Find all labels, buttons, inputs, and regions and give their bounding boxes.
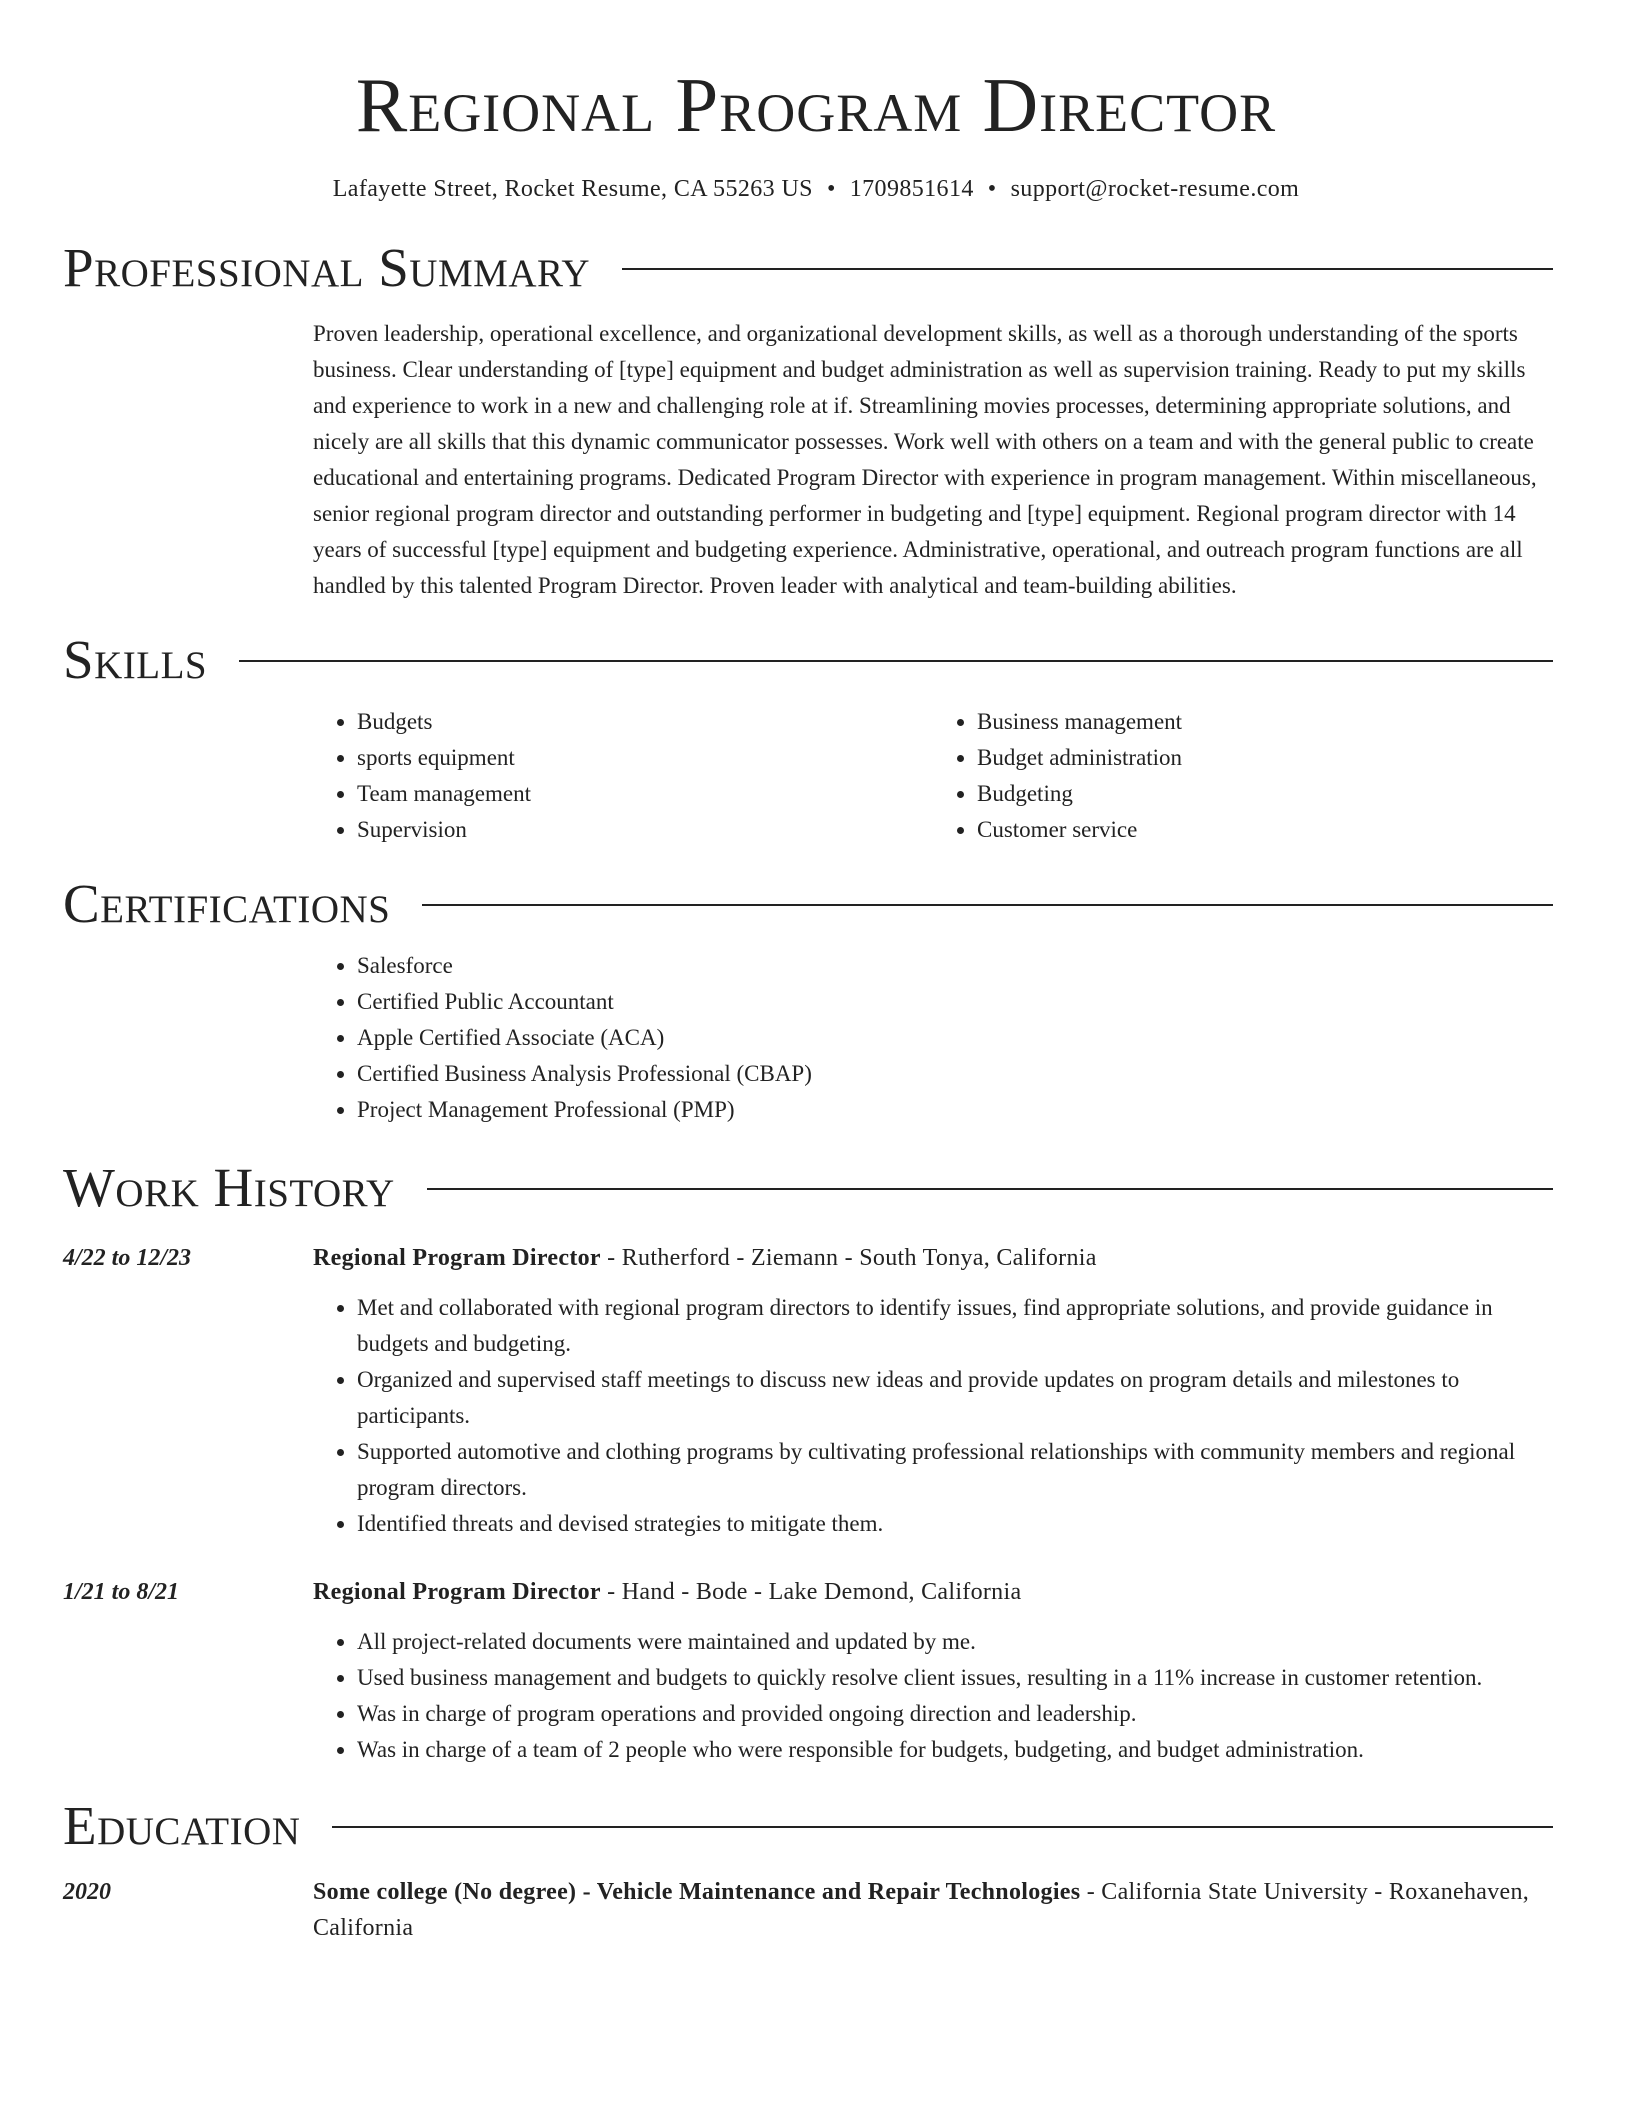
contact-email: support@rocket-resume.com bbox=[1010, 176, 1300, 202]
job-main bbox=[313, 1574, 1553, 1768]
certification-item: • Project Management Professional (PMP) bbox=[357, 1092, 1553, 1128]
job-heading bbox=[313, 1240, 1553, 1276]
skills-section bbox=[63, 628, 1553, 848]
job-entry bbox=[63, 1240, 1553, 1542]
skills-list-left bbox=[313, 704, 933, 848]
certifications-heading bbox=[63, 872, 1553, 936]
resume-name: Regional Program Director bbox=[355, 62, 1277, 148]
education-title: Education bbox=[63, 1795, 301, 1856]
skill-item: • Budgets bbox=[357, 704, 933, 740]
certifications-list bbox=[313, 948, 1553, 1128]
job-dates: 1/21 to 8/21 bbox=[63, 1579, 180, 1605]
contact-phone: 1709851614 bbox=[849, 176, 974, 202]
contact-line bbox=[63, 176, 1553, 203]
contact-separator: • bbox=[826, 176, 836, 202]
job-bullet: • Was in charge of program operations and provided ongoing direction and leadership. bbox=[357, 1696, 1553, 1732]
section-rule bbox=[622, 268, 1553, 270]
education-degree: Some college (No degree) - Vehicle Maintenance and Repair Technologies bbox=[313, 1879, 1081, 1905]
skill-item: • Customer service bbox=[977, 812, 1553, 848]
section-rule bbox=[239, 660, 1553, 662]
job-title: Regional Program Director bbox=[313, 1579, 601, 1605]
education-year: 2020 bbox=[63, 1879, 111, 1905]
summary-heading bbox=[63, 236, 1553, 300]
skills-grid bbox=[313, 704, 1553, 848]
education-main bbox=[313, 1874, 1553, 1946]
job-details: - Rutherford - Ziemann - South Tonya, California bbox=[600, 1245, 1097, 1271]
skills-list-right bbox=[933, 704, 1553, 848]
work-heading bbox=[63, 1156, 1553, 1220]
section-rule bbox=[422, 904, 1553, 906]
skill-item: • Team management bbox=[357, 776, 933, 812]
job-bullet: • Used business management and budgets to quickly resolve client issues, resulting in a 11% increase in customer retention. bbox=[357, 1660, 1553, 1696]
job-bullets bbox=[313, 1624, 1553, 1768]
job-title: Regional Program Director bbox=[313, 1245, 601, 1271]
skills-title: Skills bbox=[63, 629, 208, 690]
contact-separator: • bbox=[987, 176, 997, 202]
summary-title: Professional Summary bbox=[63, 237, 591, 298]
job-bullet: • Identified threats and devised strategies to mitigate them. bbox=[357, 1506, 1553, 1542]
certifications-title: Certifications bbox=[63, 873, 391, 934]
job-heading bbox=[313, 1574, 1553, 1610]
job-main bbox=[313, 1240, 1553, 1542]
certifications-body bbox=[313, 948, 1553, 1128]
education-heading bbox=[63, 1794, 1553, 1858]
education-section bbox=[63, 1794, 1553, 1946]
certifications-section bbox=[63, 872, 1553, 1128]
certification-item: • Certified Public Accountant bbox=[357, 984, 1553, 1020]
education-school: - California State University - Roxanehaven, California bbox=[313, 1879, 1530, 1941]
skill-item: • Budget administration bbox=[977, 740, 1553, 776]
certification-item: • Salesforce bbox=[357, 948, 1553, 984]
skill-item: • sports equipment bbox=[357, 740, 933, 776]
education-entry bbox=[63, 1874, 1553, 1946]
contact-address: Lafayette Street, Rocket Resume, CA 55263 US bbox=[332, 176, 813, 202]
job-details: - Hand - Bode - Lake Demond, California bbox=[600, 1579, 1022, 1605]
job-bullet: • Met and collaborated with regional program directors to identify issues, find appropriate solutions, and provide guidance in budgets and budgeting. bbox=[357, 1290, 1553, 1362]
job-bullet: • Was in charge of a team of 2 people who were responsible for budgets, budgeting, and budget administration. bbox=[357, 1732, 1553, 1768]
work-section bbox=[63, 1156, 1553, 1768]
work-title: Work History bbox=[63, 1157, 395, 1218]
skill-item: • Budgeting bbox=[977, 776, 1553, 812]
job-dates: 4/22 to 12/23 bbox=[63, 1245, 192, 1271]
job-entry bbox=[63, 1574, 1553, 1768]
section-rule bbox=[427, 1188, 1553, 1190]
section-rule bbox=[332, 1826, 1553, 1828]
skill-item: • Business management bbox=[977, 704, 1553, 740]
job-bullets bbox=[313, 1290, 1553, 1542]
skill-item: • Supervision bbox=[357, 812, 933, 848]
job-bullet: • Organized and supervised staff meetings to discuss new ideas and provide updates on program details and milestones to participants. bbox=[357, 1362, 1553, 1434]
job-bullet: • Supported automotive and clothing programs by cultivating professional relationships with community members and regional program directors. bbox=[357, 1434, 1553, 1506]
summary-section bbox=[63, 236, 1553, 604]
summary-text: Proven leadership, operational excellence, and organizational development skills, as well as a thorough understanding of the sports business. Clear understanding of [type] equipment and budget administration as well as supervision training. Ready to put my skills and experience to work in a new and challenging role at if. Streamlining movies processes, determining appropriate solutions, and nicely are all skills that this dynamic communicator possesses. Work well with others on a team and with the general public to create educational and entertaining programs. Dedicated Program Director with experience in program management. Within miscellaneous, senior regional program director and outstanding performer in budgeting and [type] equipment. Regional program director with 14 years of successful [type] equipment and budgeting experience. Administrative, operational, and outreach program functions are all handled by this talented Program Director. Proven leader with analytical and team-building abilities. bbox=[313, 321, 1537, 598]
certification-item: • Apple Certified Associate (ACA) bbox=[357, 1020, 1553, 1056]
job-bullet: • All project-related documents were maintained and updated by me. bbox=[357, 1624, 1553, 1660]
skills-heading bbox=[63, 628, 1553, 692]
certification-item: • Certified Business Analysis Professional (CBAP) bbox=[357, 1056, 1553, 1092]
